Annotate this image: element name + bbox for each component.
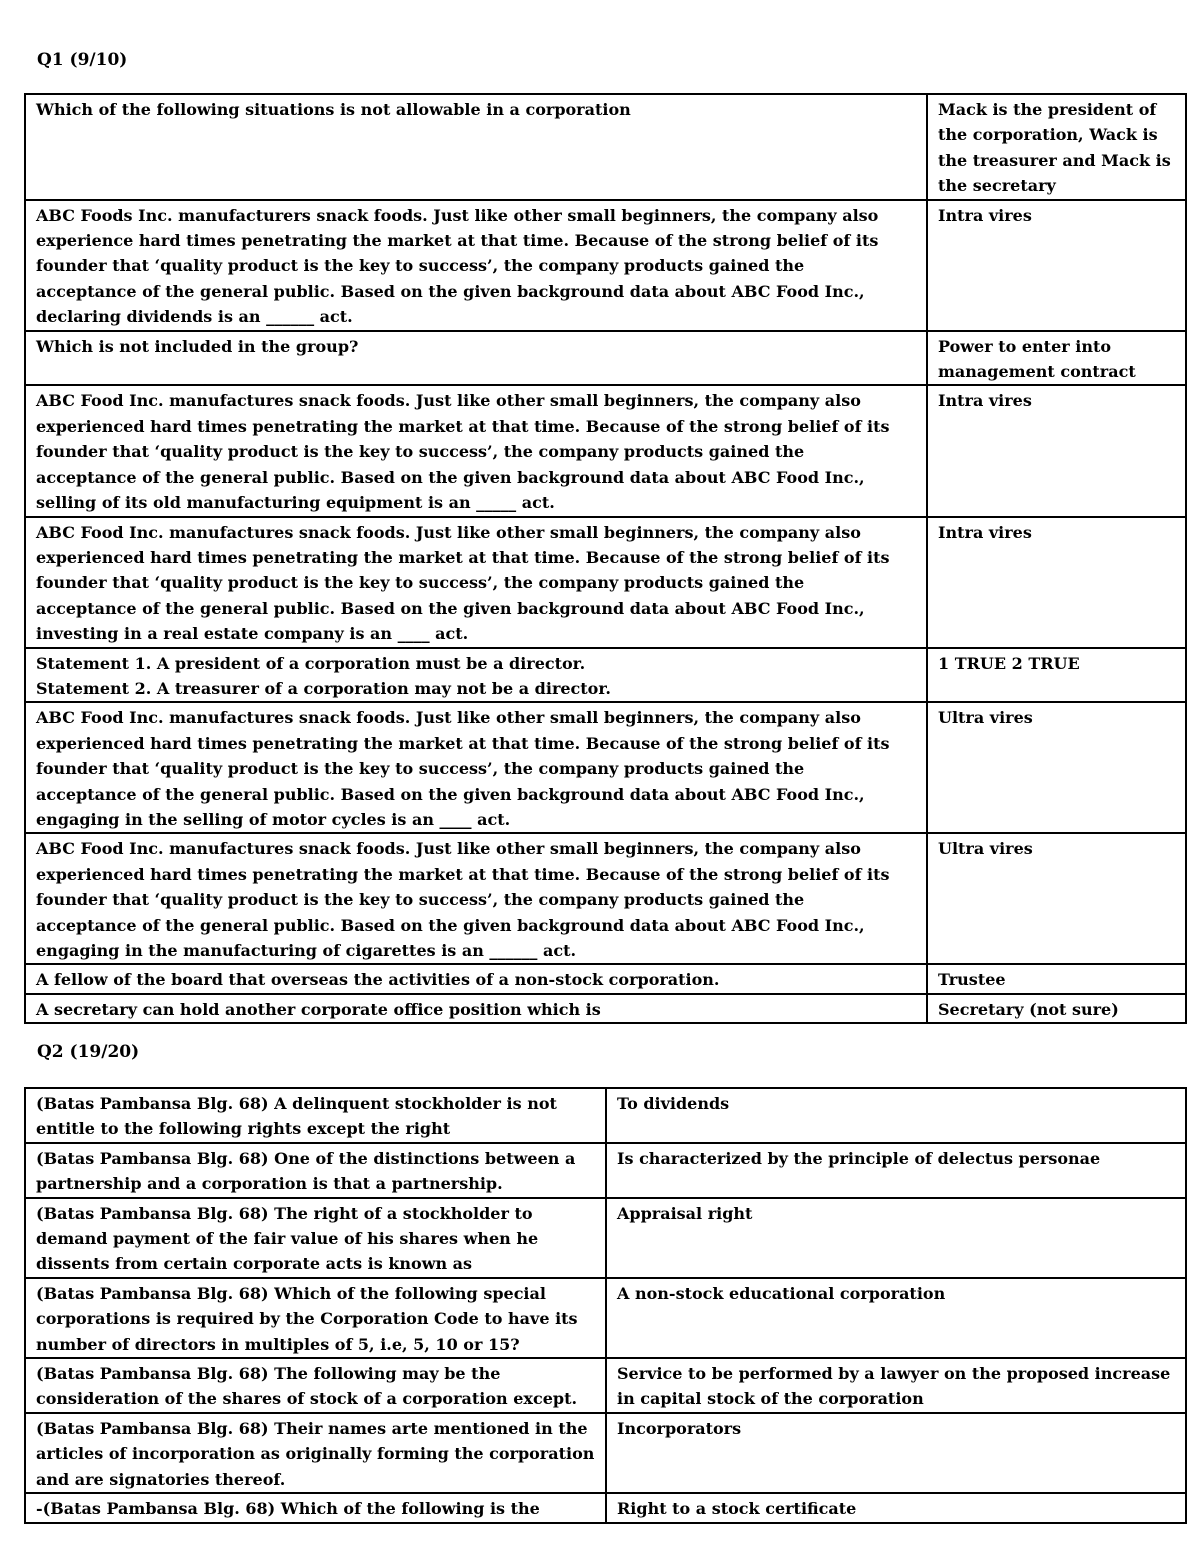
q2-row [25,1493,1186,1522]
q1-row [25,385,1186,516]
q1-row [25,94,1186,200]
q2-row [25,1198,1186,1278]
q1-heading: Q1 (9/10) [37,50,128,70]
q1-question: A secretary can hold another corporate office position which is [25,994,927,1023]
q1-question: ABC Food Inc. manufactures snack foods. Just like other small beginners, the company also experienced hard times penetrating the market at that time. Because of the strong belief of its founder that ‘quality product is the key to success’, the company products gained the acceptance of the general public. Based on the given background data about ABC Food Inc., engaging in the selling of motor cycles is an ____ act. [25,702,927,833]
q1-answer: 1 TRUE 2 TRUE [927,648,1186,703]
q1-row [25,994,1186,1023]
q1-answer: Intra vires [927,517,1186,648]
q1-question: Statement 1. A president of a corporation must be a director. Statement 2. A treasurer of a corporation may not be a director. [25,648,927,703]
q1-answer: Ultra vires [927,833,1186,964]
q1-question: ABC Food Inc. manufactures snack foods. Just like other small beginners, the company also experienced hard times penetrating the market at that time. Because of the strong belief of its founder that ‘quality product is the key to success’, the company products gained the acceptance of the general public. Based on the given background data about ABC Food Inc., investing in a real estate company is an ____ act. [25,517,927,648]
q1-table [24,93,1187,1024]
q1-row [25,702,1186,833]
q2-row [25,1088,1186,1143]
q2-row [25,1278,1186,1358]
q2-answer: A non-stock educational corporation [606,1278,1186,1358]
q2-answer: Service to be performed by a lawyer on the proposed increase in capital stock of the corporation [606,1358,1186,1413]
q1-question: A fellow of the board that overseas the activities of a non-stock corporation. [25,964,927,993]
q2-row [25,1143,1186,1198]
q2-question: (Batas Pambansa Blg. 68) One of the distinctions between a partnership and a corporation is that a partnership. [25,1143,606,1198]
q2-table [24,1087,1187,1524]
q2-heading: Q2 (19/20) [37,1042,140,1062]
q1-row [25,833,1186,964]
q2-question: (Batas Pambansa Blg. 68) Which of the following special corporations is required by the Corporation Code to have its number of directors in multiples of 5, i.e, 5, 10 or 15? [25,1278,606,1358]
q1-row [25,331,1186,386]
q1-answer: Trustee [927,964,1186,993]
q2-row [25,1358,1186,1413]
q1-question: Which of the following situations is not allowable in a corporation [25,94,927,200]
q1-answer: Intra vires [927,385,1186,516]
q2-answer: To dividends [606,1088,1186,1143]
q1-question: ABC Foods Inc. manufacturers snack foods. Just like other small beginners, the company also experience hard times penetrating the market at that time. Because of the strong belief of its founder that ‘quality product is the key to success’, the company products gained the acceptance of the general public. Based on the given background data about ABC Food Inc., declaring dividends is an ______ act. [25,200,927,331]
q2-answer: Appraisal right [606,1198,1186,1278]
q1-answer: Mack is the president of the corporation, Wack is the treasurer and Mack is the secretary [927,94,1186,200]
q2-question: (Batas Pambansa Blg. 68) A delinquent stockholder is not entitle to the following rights except the right [25,1088,606,1143]
q1-row [25,517,1186,648]
q1-question: ABC Food Inc. manufactures snack foods. Just like other small beginners, the company also experienced hard times penetrating the market at that time. Because of the strong belief of its founder that ‘quality product is the key to success’, the company products gained the acceptance of the general public. Based on the given background data about ABC Food Inc., selling of its old manufacturing equipment is an _____ act. [25,385,927,516]
q1-question: Which is not included in the group? [25,331,927,386]
q1-row [25,964,1186,993]
q2-row [25,1413,1186,1493]
q2-question: (Batas Pambansa Blg. 68) Their names arte mentioned in the articles of incorporation as originally forming the corporation and are signatories thereof. [25,1413,606,1493]
q2-answer: Right to a stock certificate [606,1493,1186,1522]
q2-question: -(Batas Pambansa Blg. 68) Which of the following is the [25,1493,606,1522]
q1-answer: Ultra vires [927,702,1186,833]
q1-answer: Intra vires [927,200,1186,331]
q1-answer: Secretary (not sure) [927,994,1186,1023]
q2-question: (Batas Pambansa Blg. 68) The right of a stockholder to demand payment of the fair value of his shares when he dissents from certain corporate acts is known as [25,1198,606,1278]
q1-row [25,200,1186,331]
q1-row [25,648,1186,703]
q2-answer: Incorporators [606,1413,1186,1493]
q1-question: ABC Food Inc. manufactures snack foods. Just like other small beginners, the company also experienced hard times penetrating the market at that time. Because of the strong belief of its founder that ‘quality product is the key to success’, the company products gained the acceptance of the general public. Based on the given background data about ABC Food Inc., engaging in the manufacturing of cigarettes is an ______ act. [25,833,927,964]
q2-question: (Batas Pambansa Blg. 68) The following may be the consideration of the shares of stock of a corporation except. [25,1358,606,1413]
q2-answer: Is characterized by the principle of delectus personae [606,1143,1186,1198]
q1-answer: Power to enter into management contract [927,331,1186,386]
